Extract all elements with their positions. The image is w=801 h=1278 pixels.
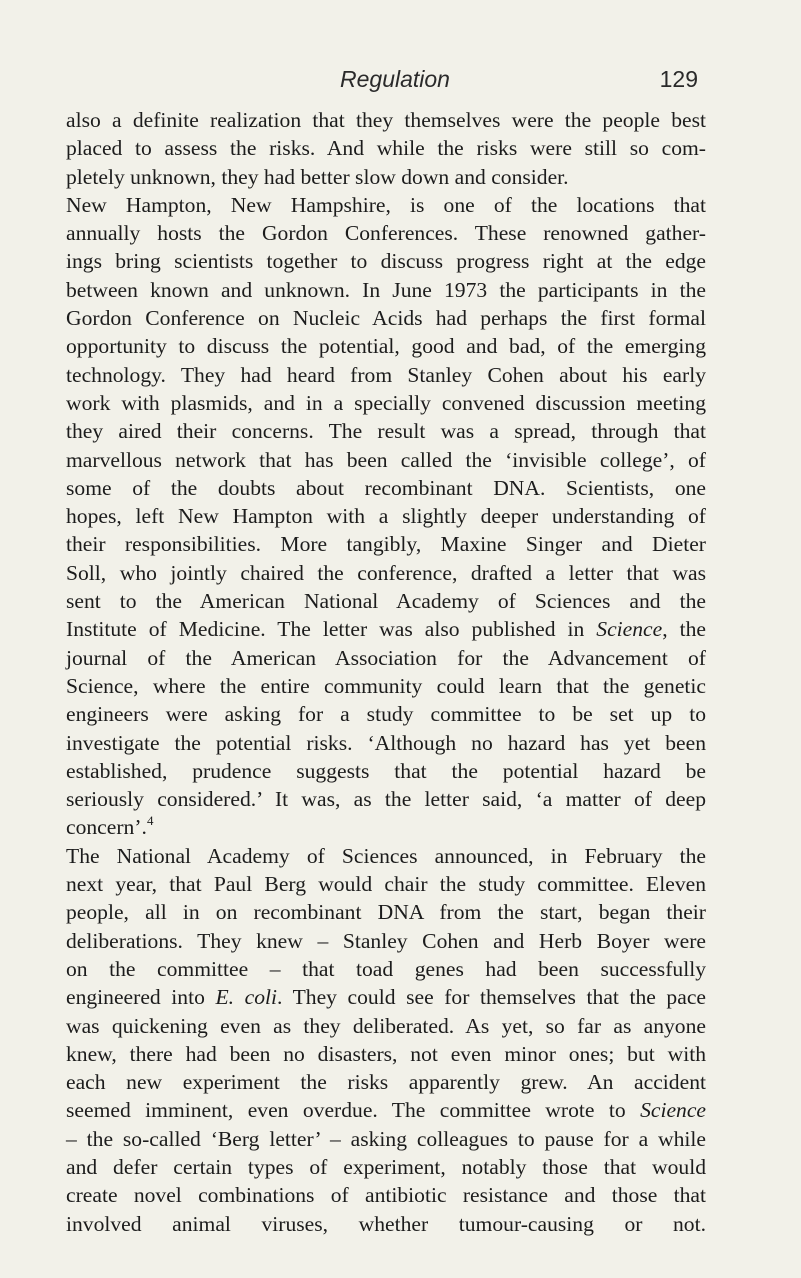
text-line: opportunity to discuss the potential, good and bad, of the emerging: [66, 334, 706, 359]
text-line: established, prudence suggests that the potential hazard be: [66, 758, 706, 783]
text-line: was quickening even as they deliberated. As yet, so far as anyone: [66, 1013, 706, 1038]
journal-title: Science: [596, 617, 663, 642]
text-line: knew, there had been no disasters, not even minor ones; but with: [66, 1041, 706, 1066]
text-line: technology. They had heard from Stanley Cohen about his early: [66, 362, 706, 387]
text-line: [66, 813, 706, 841]
text-line: New Hampton, New Hampshire, is one of the locations that: [66, 192, 706, 217]
text-line: journal of the American Association for the Advancement of: [66, 645, 706, 670]
text-run: engineered into: [66, 985, 216, 1010]
text-line: placed to assess the risks. And while the risks were still so com-: [66, 136, 706, 161]
text-line: Gordon Conference on Nucleic Acids had perhaps the first formal: [66, 306, 706, 331]
text-line: annually hosts the Gordon Conferences. These renowned gather-: [66, 221, 706, 246]
text-run: , the: [662, 617, 706, 642]
running-head: Regulation: [340, 66, 450, 92]
journal-title: Science: [640, 1098, 706, 1123]
text-line: [66, 615, 706, 643]
text-run: concern’.: [66, 815, 147, 840]
text-line: – the so-called ‘Berg letter’ – asking colleagues to pause for a while: [66, 1126, 706, 1151]
text-line: between known and unknown. In June 1973 the participants in the: [66, 277, 706, 302]
text-line: seriously considered.’ It was, as the letter said, ‘a matter of deep: [66, 787, 706, 812]
text-run: seemed imminent, even overdue. The committee wrote to: [66, 1098, 641, 1123]
text-line: ings bring scientists together to discuss progress right at the edge: [66, 249, 706, 274]
text-run: . They could see for themselves that the pace: [277, 985, 706, 1010]
text-line: next year, that Paul Berg would chair the study committee. Eleven: [66, 872, 706, 897]
text-line: each new experiment the risks apparently grew. An accident: [66, 1070, 706, 1095]
page-header: [66, 62, 702, 102]
text-line: involved animal viruses, whether tumour-causing or not.: [66, 1211, 706, 1236]
text-line: and defer certain types of experiment, notably those that would: [66, 1154, 706, 1179]
text-line: marvellous network that has been called the ‘invisible college’, of: [66, 447, 706, 472]
body-text: [66, 106, 706, 1238]
text-line: they aired their concerns. The result was a spread, through that: [66, 419, 706, 444]
text-line: deliberations. They knew – Stanley Cohen and Herb Boyer were: [66, 928, 706, 953]
page-number: 129: [659, 66, 698, 92]
text-line: Science, where the entire community could learn that the genetic: [66, 673, 706, 698]
text-line: some of the doubts about recombinant DNA. Scientists, one: [66, 475, 706, 500]
text-run: Institute of Medicine. The letter was also published in: [66, 617, 597, 642]
text-line: hopes, left New Hampton with a slightly deeper understanding of: [66, 504, 706, 529]
text-line: pletely unknown, they had better slow down and consider.: [66, 164, 569, 189]
text-line: people, all in on recombinant DNA from the start, began their: [66, 900, 706, 925]
text-line: work with plasmids, and in a specially convened discussion meeting: [66, 390, 706, 415]
text-line: The National Academy of Sciences announced, in February the: [66, 843, 706, 868]
text-line: Soll, who jointly chaired the conference, drafted a letter that was: [66, 560, 706, 585]
footnote-ref: 4: [146, 813, 154, 829]
text-line: on the committee – that toad genes had been successfully: [66, 956, 706, 981]
text-line: [66, 983, 706, 1011]
species-name: E. coli: [215, 985, 278, 1010]
text-line: engineers were asking for a study committee to be set up to: [66, 702, 706, 727]
text-line: create novel combinations of antibiotic resistance and those that: [66, 1183, 706, 1208]
text-line: investigate the potential risks. ‘Although no hazard has yet been: [66, 730, 706, 755]
text-line: their responsibilities. More tangibly, Maxine Singer and Dieter: [66, 532, 706, 557]
text-line: [66, 1096, 706, 1124]
text-line: also a definite realization that they themselves were the people best: [66, 108, 706, 132]
text-line: sent to the American National Academy of Sciences and the: [66, 589, 706, 614]
